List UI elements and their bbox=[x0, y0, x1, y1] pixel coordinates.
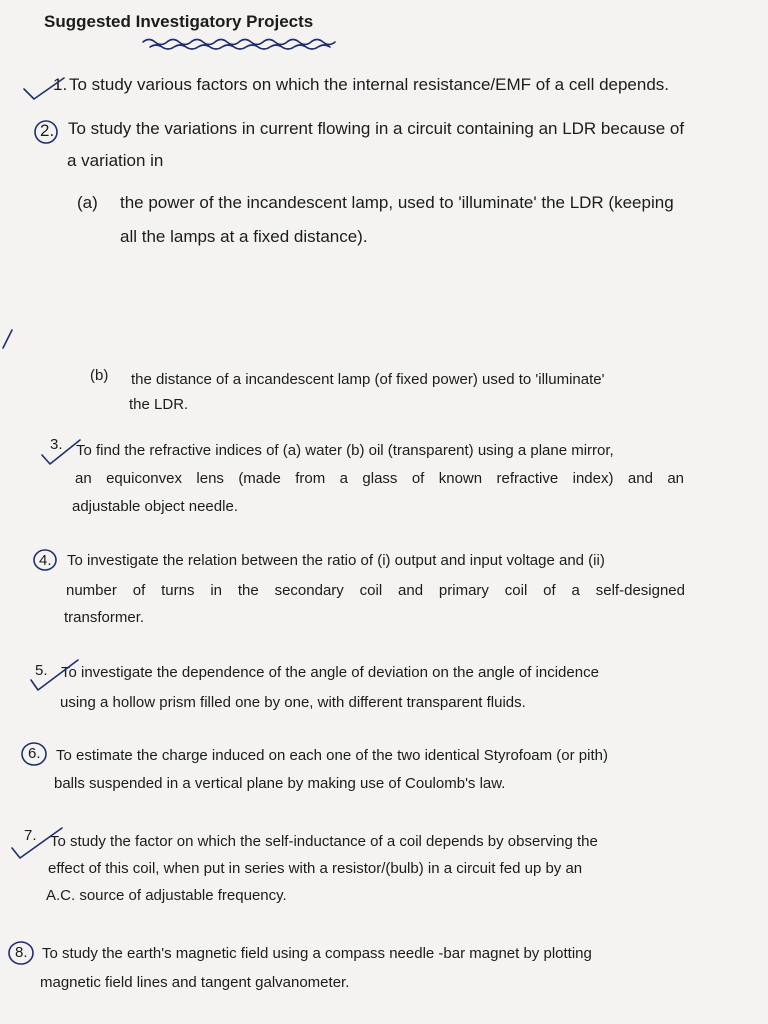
project-2-text-line-1: To study the variations in current flowing in a circuit containing an LDR because of bbox=[68, 119, 685, 138]
project-5-number: 5. bbox=[35, 662, 48, 679]
project-2a-text-line-2: all the lamps at a fixed distance). bbox=[120, 227, 368, 246]
project-4-text-line-1: To investigate the relation between the ratio of (i) output and input voltage and (ii) bbox=[67, 552, 605, 569]
project-4-text-line-2: number of turns in the secondary coil and primary coil of a self-designed bbox=[66, 582, 685, 599]
page-title: Suggested Investigatory Projects bbox=[44, 12, 314, 31]
project-4-number: 4. bbox=[39, 552, 52, 569]
project-3-text-line-2: an equiconvex lens (made from a glass of known refractive index) and an bbox=[75, 470, 684, 487]
project-2a-label: (a) bbox=[77, 193, 98, 212]
project-7-text-line-2: effect of this coil, when put in series with a resistor/(bulb) in a circuit fed up by an bbox=[48, 860, 583, 877]
project-6-text-line-2: balls suspended in a vertical plane by making use of Coulomb's law. bbox=[54, 775, 506, 792]
project-7-text-line-1: To study the factor on which the self-inductance of a coil depends by observing the bbox=[50, 833, 598, 850]
margin-slash-mark bbox=[3, 330, 12, 348]
project-2a-text-line-1: the power of the incandescent lamp, used to 'illuminate' the LDR (keeping bbox=[120, 193, 674, 212]
project-3-text-line-1: To find the refractive indices of (a) water (b) oil (transparent) using a plane mirror, bbox=[76, 442, 614, 459]
project-5-text-line-2: using a hollow prism filled one by one, with different transparent fluids. bbox=[60, 694, 526, 711]
project-2b-text-line-1: the distance of a incandescent lamp (of fixed power) used to 'illuminate' bbox=[131, 371, 605, 388]
project-3-number: 3. bbox=[50, 436, 63, 453]
project-1-text: To study various factors on which the internal resistance/EMF of a cell depends. bbox=[69, 75, 670, 94]
project-7-text-line-3: A.C. source of adjustable frequency. bbox=[46, 887, 287, 904]
project-6-text-line-1: To estimate the charge induced on each one of the two identical Styrofoam (or pith) bbox=[56, 747, 608, 764]
project-4-text-line-3: transformer. bbox=[64, 609, 145, 626]
project-6-number: 6. bbox=[28, 745, 41, 762]
project-5-text-line-1: To investigate the dependence of the angle of deviation on the angle of incidence bbox=[61, 664, 599, 681]
project-8-text-line-2: magnetic field lines and tangent galvanometer. bbox=[40, 974, 350, 991]
project-8-text-line-1: To study the earth's magnetic field using a compass needle -bar magnet by plotting bbox=[42, 945, 592, 962]
project-3-text-line-3: adjustable object needle. bbox=[72, 498, 238, 515]
project-2b-text-line-2: the LDR. bbox=[129, 396, 189, 413]
project-8-number: 8. bbox=[15, 944, 28, 961]
project-1-number: 1. bbox=[53, 75, 68, 94]
project-2b-label: (b) bbox=[90, 367, 109, 384]
project-2-text-line-2: a variation in bbox=[67, 151, 164, 170]
project-2-number: 2. bbox=[40, 121, 55, 140]
project-7-number: 7. bbox=[24, 827, 37, 844]
title-wavy-underline bbox=[143, 40, 335, 50]
